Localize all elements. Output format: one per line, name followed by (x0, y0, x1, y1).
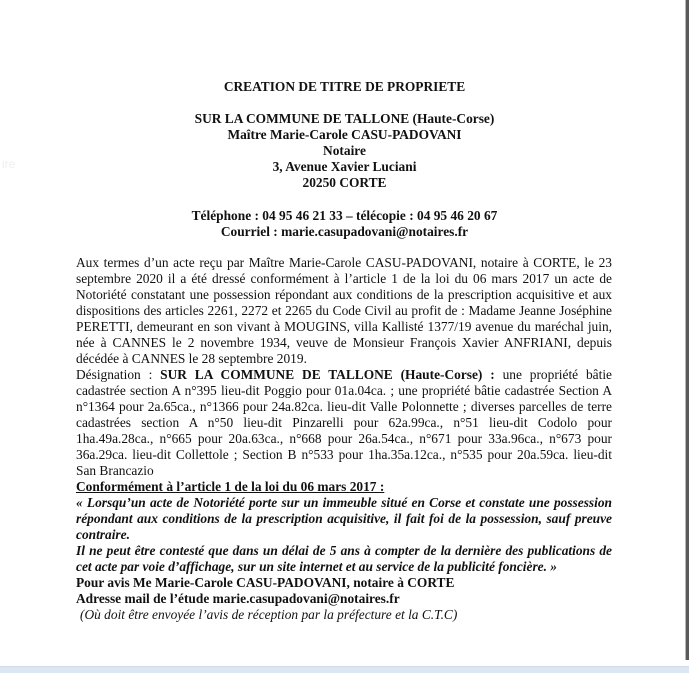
address-line-street: 3, Avenue Xavier Luciani (272, 159, 417, 174)
designation-label: Désignation : (76, 367, 161, 382)
footnote: (Où doit être envoyée l’avis de réception par la préfecture et la C.T.C) (80, 607, 458, 622)
phone-line: Téléphone : 04 95 46 21 33 – télécopie : 04 95 46 20 67 (191, 208, 498, 223)
address-line-city: 20250 CORTE (302, 175, 387, 190)
email-line: Courriel : marie.casupadovani@notaires.fr (220, 224, 469, 239)
law-heading: Conformément à l’article 1 de la loi du 06 mars 2017 : (76, 479, 385, 494)
address-line-commune: SUR LA COMMUNE DE TALLONE (Haute-Corse) (194, 111, 495, 126)
designation-text: une propriété bâtie cadastrée section A n°395 lieu-dit Poggio pour 01a.04ca. ; une propriété bâtie cadastrée Section A n°1364 pour 2a.65ca., n°1366 pour 24a.82ca. lieu-dit Valle Polonnette ; diverses parcelles de terre cadastrées section A n°50 lieu-dit Pinzarelli pour 62a.99ca., n°51 lieu-dit Codolo pour 1ha.49a.28ca., n°665 pour 20a.63ca., n°668 pour 26a.54ca., n°671 pour 33a.96ca., n°673 pour 36a.29ca. lieu-dit Collettole ; Section B n°533 pour 1ha.35a.12ca., n°535 pour 20a.59ca. lieu-dit San Brancazio (76, 367, 612, 478)
ghost-text-artifact: ire (2, 157, 16, 171)
address-line-role: Notaire (323, 143, 366, 158)
intro-paragraph: Aux termes d’un acte reçu par Maître Marie-Carole CASU-PADOVANI, notaire à CORTE, le 23 septembre 2020 il a été dressé conformément à l’article 1 de la loi du 06 mars 2017 un acte de Notoriété constatant une possession répondant aux conditions de la prescription acquisitive et aux dispositions des articles 2261, 2272 et 2265 du Code Civil au profit de : Madame Jeanne Joséphine PERETTI, demeurant en son vivant à MOUGINS, villa Kallisté 1377/19 avenue du maréchal juin, née à CANNES le 2 novembre 1934, veuve de Monsieur François Xavier ANFRIANI, depuis décédée à CANNES le 28 septembre 2019. (76, 255, 612, 366)
contact-block (0, 208, 689, 240)
address-block (0, 111, 689, 191)
document-title: CREATION DE TITRE DE PROPRIETE (223, 79, 466, 94)
page-right-edge (685, 0, 689, 660)
notice-line: Pour avis Me Marie-Carole CASU-PADOVANI, notaire à CORTE (76, 575, 455, 590)
viewer-bottom-bar (0, 666, 689, 673)
document-body (76, 255, 612, 623)
address-line-notary-name: Maître Marie-Carole CASU-PADOVANI (227, 127, 462, 142)
law-quote-2: Il ne peut être contesté que dans un délai de 5 ans à compter de la dernière des publications de cet acte par voie d’affichage, sur un site internet et au service de la publicité foncière. » (76, 543, 612, 574)
law-quote-1: « Lorsqu’un acte de Notoriété porte sur un immeuble situé en Corse et constate une possession répondant aux conditions de la prescription acquisitive, il fait foi de la possession, sauf preuve contraire. (76, 495, 612, 542)
designation-paragraph (76, 367, 612, 479)
office-email-line: Adresse mail de l’étude marie.casupadovani@notaires.fr (76, 591, 400, 606)
designation-commune: SUR LA COMMUNE DE TALLONE (Haute-Corse) : (160, 367, 495, 382)
